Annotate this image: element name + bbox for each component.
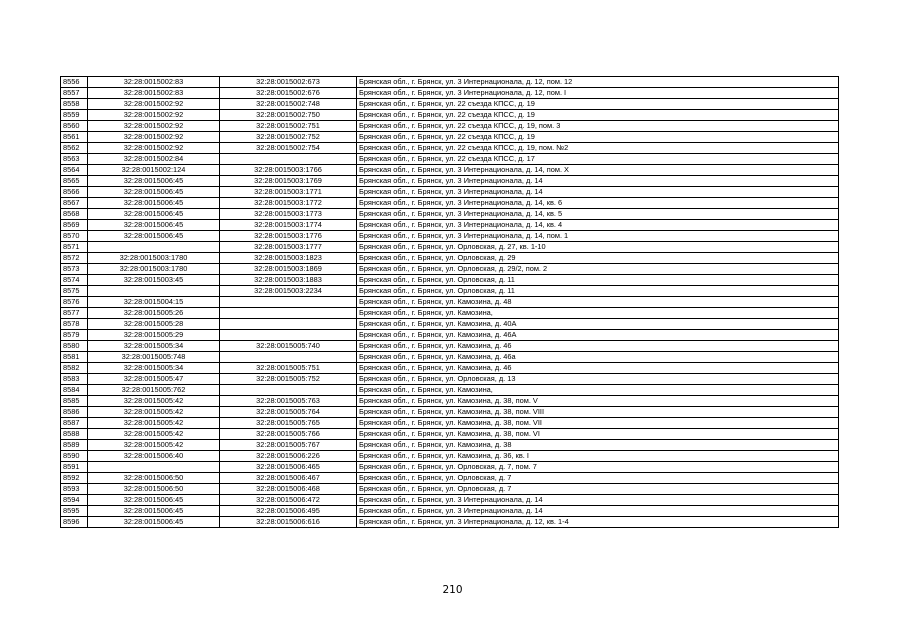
address-cell: Брянская обл., г. Брянск, ул. Камозина, (357, 385, 839, 396)
cadastral-number-cell (220, 297, 357, 308)
address-cell: Брянская обл., г. Брянск, ул. Орловская, д. 11 (357, 286, 839, 297)
quarter-number-cell: 32:28:0015006:45 (88, 187, 220, 198)
table-row (61, 154, 839, 165)
address-cell: Брянская обл., г. Брянск, ул. 3 Интернационала, д. 12, пом. I (357, 88, 839, 99)
row-number-cell: 8595 (61, 506, 88, 517)
address-cell: Брянская обл., г. Брянск, ул. Орловская, д. 27, кв. 1-10 (357, 242, 839, 253)
cadastral-number-cell: 32:28:0015005:765 (220, 418, 357, 429)
row-number-cell: 8574 (61, 275, 88, 286)
table-row (61, 286, 839, 297)
address-cell: Брянская обл., г. Брянск, ул. Камозина, д. 46 (357, 341, 839, 352)
quarter-number-cell: 32:28:0015005:34 (88, 363, 220, 374)
address-cell: Брянская обл., г. Брянск, ул. 3 Интернационала, д. 14, кв. 4 (357, 220, 839, 231)
quarter-number-cell: 32:28:0015006:50 (88, 473, 220, 484)
address-cell: Брянская обл., г. Брянск, ул. Камозина, д. 46 (357, 363, 839, 374)
table-row (61, 88, 839, 99)
quarter-number-cell: 32:28:0015002:92 (88, 143, 220, 154)
address-cell: Брянская обл., г. Брянск, ул. 3 Интернационала, д. 14, кв. 6 (357, 198, 839, 209)
address-cell: Брянская обл., г. Брянск, ул. 3 Интернационала, д. 14, кв. 5 (357, 209, 839, 220)
quarter-number-cell: 32:28:0015005:28 (88, 319, 220, 330)
address-cell: Брянская обл., г. Брянск, ул. Камозина, (357, 308, 839, 319)
cadastral-number-cell: 32:28:0015003:1773 (220, 209, 357, 220)
table-row (61, 275, 839, 286)
table-row (61, 132, 839, 143)
row-number-cell: 8575 (61, 286, 88, 297)
quarter-number-cell (88, 242, 220, 253)
table-row (61, 363, 839, 374)
row-number-cell: 8559 (61, 110, 88, 121)
quarter-number-cell: 32:28:0015006:45 (88, 220, 220, 231)
table-row (61, 352, 839, 363)
address-cell: Брянская обл., г. Брянск, ул. Камозина, д. 38, пом. VII (357, 418, 839, 429)
table-row (61, 418, 839, 429)
quarter-number-cell: 32:28:0015002:92 (88, 99, 220, 110)
address-cell: Брянская обл., г. Брянск, ул. 3 Интернационала, д. 14, пом. X (357, 165, 839, 176)
row-number-cell: 8581 (61, 352, 88, 363)
table-row (61, 143, 839, 154)
row-number-cell: 8594 (61, 495, 88, 506)
quarter-number-cell: 32:28:0015003:1780 (88, 264, 220, 275)
quarter-number-cell: 32:28:0015004:15 (88, 297, 220, 308)
quarter-number-cell: 32:28:0015006:45 (88, 198, 220, 209)
table-row (61, 308, 839, 319)
table-row (61, 440, 839, 451)
row-number-cell: 8588 (61, 429, 88, 440)
table-row (61, 385, 839, 396)
cadastral-number-cell: 32:28:0015006:226 (220, 451, 357, 462)
cadastral-number-cell: 32:28:0015006:465 (220, 462, 357, 473)
cadastral-number-cell: 32:28:0015003:1769 (220, 176, 357, 187)
row-number-cell: 8557 (61, 88, 88, 99)
row-number-cell: 8593 (61, 484, 88, 495)
address-cell: Брянская обл., г. Брянск, ул. Орловская, д. 7 (357, 484, 839, 495)
address-cell: Брянская обл., г. Брянск, ул. 3 Интернационала, д. 14 (357, 187, 839, 198)
table-row (61, 264, 839, 275)
cadastral-number-cell: 32:28:0015002:751 (220, 121, 357, 132)
table-row (61, 407, 839, 418)
table-row (61, 462, 839, 473)
table-row (61, 484, 839, 495)
quarter-number-cell: 32:28:0015006:45 (88, 495, 220, 506)
cadastral-number-cell: 32:28:0015005:764 (220, 407, 357, 418)
row-number-cell: 8562 (61, 143, 88, 154)
quarter-number-cell: 32:28:0015006:45 (88, 231, 220, 242)
registry-table-body (61, 77, 839, 528)
cadastral-number-cell: 32:28:0015003:1766 (220, 165, 357, 176)
quarter-number-cell: 32:28:0015003:1780 (88, 253, 220, 264)
quarter-number-cell: 32:28:0015006:45 (88, 517, 220, 528)
cadastral-number-cell: 32:28:0015006:616 (220, 517, 357, 528)
row-number-cell: 8572 (61, 253, 88, 264)
quarter-number-cell: 32:28:0015002:92 (88, 121, 220, 132)
address-cell: Брянская обл., г. Брянск, ул. 22 съезда КПСС, д. 19, пом. 3 (357, 121, 839, 132)
row-number-cell: 8571 (61, 242, 88, 253)
row-number-cell: 8589 (61, 440, 88, 451)
table-row (61, 330, 839, 341)
cadastral-number-cell (220, 352, 357, 363)
address-cell: Брянская обл., г. Брянск, ул. Орловская, д. 7, пом. 7 (357, 462, 839, 473)
quarter-number-cell: 32:28:0015005:29 (88, 330, 220, 341)
quarter-number-cell: 32:28:0015002:83 (88, 88, 220, 99)
cadastral-number-cell (220, 308, 357, 319)
row-number-cell: 8556 (61, 77, 88, 88)
cadastral-number-cell: 32:28:0015006:472 (220, 495, 357, 506)
row-number-cell: 8578 (61, 319, 88, 330)
address-cell: Брянская обл., г. Брянск, ул. 3 Интернационала, д. 14 (357, 495, 839, 506)
cadastral-number-cell: 32:28:0015002:754 (220, 143, 357, 154)
address-cell: Брянская обл., г. Брянск, ул. Орловская, д. 11 (357, 275, 839, 286)
cadastral-number-cell: 32:28:0015002:676 (220, 88, 357, 99)
cadastral-number-cell: 32:28:0015003:1771 (220, 187, 357, 198)
row-number-cell: 8590 (61, 451, 88, 462)
cadastral-number-cell: 32:28:0015002:673 (220, 77, 357, 88)
address-cell: Брянская обл., г. Брянск, ул. Камозина, д. 38 (357, 440, 839, 451)
table-row (61, 242, 839, 253)
row-number-cell: 8585 (61, 396, 88, 407)
row-number-cell: 8596 (61, 517, 88, 528)
row-number-cell: 8592 (61, 473, 88, 484)
address-cell: Брянская обл., г. Брянск, ул. Камозина, д. 46а (357, 352, 839, 363)
quarter-number-cell: 32:28:0015005:42 (88, 429, 220, 440)
row-number-cell: 8577 (61, 308, 88, 319)
row-number-cell: 8583 (61, 374, 88, 385)
cadastral-number-cell: 32:28:0015002:750 (220, 110, 357, 121)
table-row (61, 396, 839, 407)
address-cell: Брянская обл., г. Брянск, ул. Орловская, д. 7 (357, 473, 839, 484)
quarter-number-cell: 32:28:0015002:84 (88, 154, 220, 165)
row-number-cell: 8580 (61, 341, 88, 352)
address-cell: Брянская обл., г. Брянск, ул. 22 съезда КПСС, д. 19 (357, 99, 839, 110)
quarter-number-cell: 32:28:0015005:42 (88, 407, 220, 418)
quarter-number-cell: 32:28:0015002:124 (88, 165, 220, 176)
table-row (61, 187, 839, 198)
cadastral-number-cell: 32:28:0015003:1777 (220, 242, 357, 253)
page-number: 210 (442, 584, 463, 596)
address-cell: Брянская обл., г. Брянск, ул. Камозина, д. 46А (357, 330, 839, 341)
quarter-number-cell: 32:28:0015005:34 (88, 341, 220, 352)
row-number-cell: 8579 (61, 330, 88, 341)
quarter-number-cell (88, 286, 220, 297)
table-row (61, 253, 839, 264)
table-row (61, 110, 839, 121)
table-row (61, 209, 839, 220)
cadastral-number-cell: 32:28:0015005:766 (220, 429, 357, 440)
table-row (61, 374, 839, 385)
quarter-number-cell: 32:28:0015002:92 (88, 132, 220, 143)
address-cell: Брянская обл., г. Брянск, ул. Камозина, д. 36, кв. I (357, 451, 839, 462)
quarter-number-cell: 32:28:0015005:47 (88, 374, 220, 385)
cadastral-number-cell: 32:28:0015005:751 (220, 363, 357, 374)
cadastral-number-cell: 32:28:0015006:467 (220, 473, 357, 484)
table-row (61, 99, 839, 110)
cadastral-number-cell: 32:28:0015005:767 (220, 440, 357, 451)
address-cell: Брянская обл., г. Брянск, ул. Орловская, д. 29 (357, 253, 839, 264)
quarter-number-cell: 32:28:0015005:762 (88, 385, 220, 396)
cadastral-number-cell: 32:28:0015003:1823 (220, 253, 357, 264)
address-cell: Брянская обл., г. Брянск, ул. Орловская, д. 13 (357, 374, 839, 385)
quarter-number-cell: 32:28:0015005:42 (88, 418, 220, 429)
quarter-number-cell: 32:28:0015006:40 (88, 451, 220, 462)
cadastral-number-cell: 32:28:0015003:1883 (220, 275, 357, 286)
cadastral-number-cell (220, 154, 357, 165)
address-cell: Брянская обл., г. Брянск, ул. Камозина, д. 38, пом. VI (357, 429, 839, 440)
registry-table (60, 76, 839, 528)
address-cell: Брянская обл., г. Брянск, ул. 22 съезда КПСС, д. 19, пом. №2 (357, 143, 839, 154)
quarter-number-cell: 32:28:0015005:42 (88, 396, 220, 407)
address-cell: Брянская обл., г. Брянск, ул. Камозина, д. 40А (357, 319, 839, 330)
row-number-cell: 8587 (61, 418, 88, 429)
row-number-cell: 8561 (61, 132, 88, 143)
address-cell: Брянская обл., г. Брянск, ул. 3 Интернационала, д. 14 (357, 176, 839, 187)
table-row (61, 319, 839, 330)
cadastral-number-cell: 32:28:0015003:1869 (220, 264, 357, 275)
row-number-cell: 8573 (61, 264, 88, 275)
quarter-number-cell: 32:28:0015006:45 (88, 506, 220, 517)
address-cell: Брянская обл., г. Брянск, ул. 3 Интернационала, д. 14, пом. 1 (357, 231, 839, 242)
cadastral-number-cell: 32:28:0015005:763 (220, 396, 357, 407)
table-row (61, 506, 839, 517)
row-number-cell: 8567 (61, 198, 88, 209)
address-cell: Брянская обл., г. Брянск, ул. Орловская, д. 29/2, пом. 2 (357, 264, 839, 275)
address-cell: Брянская обл., г. Брянск, ул. 22 съезда КПСС, д. 19 (357, 132, 839, 143)
quarter-number-cell: 32:28:0015005:748 (88, 352, 220, 363)
table-row (61, 165, 839, 176)
address-cell: Брянская обл., г. Брянск, ул. Камозина, д. 38, пом. VIII (357, 407, 839, 418)
cadastral-number-cell: 32:28:0015006:468 (220, 484, 357, 495)
row-number-cell: 8564 (61, 165, 88, 176)
cadastral-number-cell: 32:28:0015005:740 (220, 341, 357, 352)
row-number-cell: 8563 (61, 154, 88, 165)
quarter-number-cell: 32:28:0015005:42 (88, 440, 220, 451)
quarter-number-cell: 32:28:0015005:26 (88, 308, 220, 319)
cadastral-number-cell: 32:28:0015003:2234 (220, 286, 357, 297)
cadastral-number-cell (220, 319, 357, 330)
cadastral-number-cell: 32:28:0015003:1776 (220, 231, 357, 242)
row-number-cell: 8566 (61, 187, 88, 198)
row-number-cell: 8570 (61, 231, 88, 242)
cadastral-number-cell: 32:28:0015003:1774 (220, 220, 357, 231)
quarter-number-cell: 32:28:0015006:50 (88, 484, 220, 495)
cadastral-number-cell: 32:28:0015002:748 (220, 99, 357, 110)
table-row (61, 451, 839, 462)
table-row (61, 121, 839, 132)
table-row (61, 198, 839, 209)
quarter-number-cell: 32:28:0015002:92 (88, 110, 220, 121)
table-row (61, 495, 839, 506)
address-cell: Брянская обл., г. Брянск, ул. 22 съезда КПСС, д. 19 (357, 110, 839, 121)
table-row (61, 297, 839, 308)
row-number-cell: 8568 (61, 209, 88, 220)
cadastral-number-cell (220, 385, 357, 396)
table-row (61, 77, 839, 88)
cadastral-number-cell: 32:28:0015002:752 (220, 132, 357, 143)
table-row (61, 429, 839, 440)
quarter-number-cell: 32:28:0015006:45 (88, 209, 220, 220)
table-row (61, 341, 839, 352)
address-cell: Брянская обл., г. Брянск, ул. 22 съезда КПСС, д. 17 (357, 154, 839, 165)
row-number-cell: 8582 (61, 363, 88, 374)
address-cell: Брянская обл., г. Брянск, ул. Камозина, д. 38, пом. V (357, 396, 839, 407)
row-number-cell: 8576 (61, 297, 88, 308)
table-row (61, 231, 839, 242)
row-number-cell: 8565 (61, 176, 88, 187)
table-row (61, 473, 839, 484)
row-number-cell: 8584 (61, 385, 88, 396)
quarter-number-cell (88, 462, 220, 473)
address-cell: Брянская обл., г. Брянск, ул. 3 Интернационала, д. 12, кв. 1-4 (357, 517, 839, 528)
row-number-cell: 8586 (61, 407, 88, 418)
cadastral-number-cell: 32:28:0015003:1772 (220, 198, 357, 209)
address-cell: Брянская обл., г. Брянск, ул. 3 Интернационала, д. 14 (357, 506, 839, 517)
cadastral-number-cell: 32:28:0015006:495 (220, 506, 357, 517)
cadastral-number-cell (220, 330, 357, 341)
table-row (61, 517, 839, 528)
quarter-number-cell: 32:28:0015003:45 (88, 275, 220, 286)
address-cell: Брянская обл., г. Брянск, ул. 3 Интернационала, д. 12, пом. 12 (357, 77, 839, 88)
row-number-cell: 8558 (61, 99, 88, 110)
cadastral-number-cell: 32:28:0015005:752 (220, 374, 357, 385)
quarter-number-cell: 32:28:0015002:83 (88, 77, 220, 88)
address-cell: Брянская обл., г. Брянск, ул. Камозина, д. 48 (357, 297, 839, 308)
row-number-cell: 8591 (61, 462, 88, 473)
quarter-number-cell: 32:28:0015006:45 (88, 176, 220, 187)
row-number-cell: 8569 (61, 220, 88, 231)
table-row (61, 176, 839, 187)
table-row (61, 220, 839, 231)
row-number-cell: 8560 (61, 121, 88, 132)
